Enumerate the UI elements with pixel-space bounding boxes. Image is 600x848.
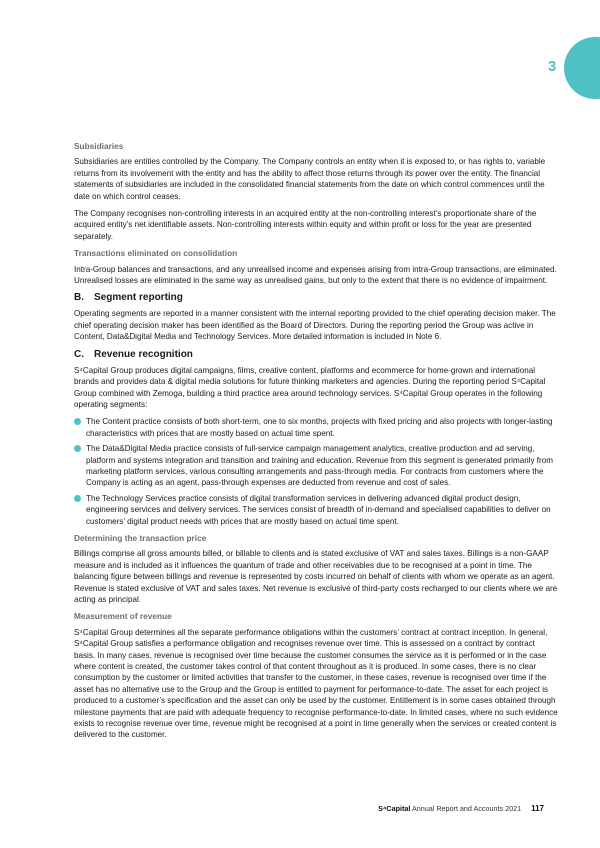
bullet-dot-icon: [74, 495, 81, 502]
segment-bullet-list: [74, 416, 558, 527]
paragraph: S⁴Capital Group determines all the separate performance obligations within the customers’ contract at contract inception. In general, S⁴Capital Group satisfies a performance obligation and recognises revenue over time. This is assessed on a contract by contract basis. In many cases, revenue is recognised over time because the customer consumes the service as it is performed or in the case where content is created, the customer takes control of that content throughout as it is produced. In some cases, there is no clear consumption by the customer or limited activities that transfer to the customer, in these cases, revenue is recognised over time if the asset has no alternative use to the Group and the Group is entitled to payment for performance-to-date. The asset for each project is produced to a customer’s specification and the asset can only be used by the customer. Entitlement is in some cases obtained through milestone payments that are paid with adequate frequency to recognise performance-to-date. In limited cases, where no such evidence exists to recognise revenue over time, revenue might be recognised at a point in time generally when the services or created content is delivered to the customer.: [74, 627, 558, 740]
heading-subsidiaries: Subsidiaries: [74, 141, 124, 151]
section-heading-segment-reporting: [74, 292, 558, 304]
page-footer: [360, 804, 544, 813]
section-letter: B.: [74, 292, 84, 304]
footer-text: Annual Report and Accounts 2021: [410, 804, 522, 813]
bullet-dot-icon: [74, 418, 81, 425]
list-item-text: The Content practice consists of both short-term, one to six months, projects with fixed pricing and also projects with longer-lasting characteristics with prices that are mostly based on actual time spent.: [86, 417, 553, 438]
section-heading-revenue-recognition: [74, 349, 558, 361]
paragraph: Subsidiaries are entities controlled by the Company. The Company controls an entity when it is exposed to, or has rights to, variable returns from its involvement with the entity and has the ability to affect those returns through its power over the entity. The financial statements of subsidiaries are included in the consolidated financial statements from the date on which control commences until the date on which control ceases.: [74, 157, 546, 201]
heading-measurement-of-revenue: Measurement of revenue: [74, 611, 172, 622]
heading-transaction-price: Determining the transaction price: [74, 532, 207, 543]
paragraph: Billings comprise all gross amounts billed, or billable to clients and is stated exclusive of VAT and sales taxes. Billings is a non-GAAP measure and is included as it influences the quantum of trade and other receivables due to be recognised at a point in time. The balancing figure between billings and revenue is represented by costs incurred on behalf of clients with whom we operate as an agent. Revenue is stated exclusive of VAT and sales taxes. Net revenue is exclusive of third-party costs recharged to our clients where we are acting as principal.: [74, 549, 558, 604]
section-number: 3: [547, 58, 557, 75]
section-title: Revenue recognition: [94, 348, 193, 360]
bullet-dot-icon: [74, 445, 81, 452]
paragraph: Intra-Group balances and transactions, and any unrealised income and expenses arising from intra-Group transactions, are eliminated. Unrealised losses are eliminated in the same way as unrealised gains, but only to the extent that there is no evidence of impairment.: [74, 264, 557, 286]
list-item: [74, 493, 558, 527]
paragraph: The Company recognises non-controlling interests in an acquired entity at the non-controlling interest’s proportionate share of the acquired entity’s net identifiable assets. Non-controlling interests within equity and within profit or loss for the year are presented separately.: [74, 209, 537, 241]
page-content: [74, 141, 558, 747]
paragraph: S⁴Capital Group produces digital campaigns, films, creative content, platforms and ecommerce for home-grown and international brands and provides data & digital media solutions for future thinking marketers and agencies. During the reporting period S⁴Capital Group combined with Zemoga, building a third practice area around technology services. S⁴Capital Group operates in the following operating segments:: [74, 365, 546, 409]
page-number: 117: [531, 804, 544, 813]
section-title: Segment reporting: [94, 292, 183, 304]
brand-logo: S⁴Capital: [378, 804, 411, 813]
section-tab-marker: [564, 37, 600, 99]
list-item: [74, 443, 558, 489]
list-item: [74, 416, 558, 439]
list-item-text: The Data&Digital Media practice consists of full-service campaign management analytics, creative production and ad serving, platform and systems integration and transition and training and education. Revenue from this segment is generated primarily from marketing platform services, various consulting arrangements and pass-through media. For contracts from customers where the Company is acting as an agent, pass-through expenses are deducted from revenue and cost of sales.: [86, 444, 553, 488]
section-letter: C.: [74, 348, 84, 360]
paragraph: Operating segments are reported in a manner consistent with the internal reporting provided to the chief operating decision maker. The chief operating decision maker has been identified as the Board of Directors. During the reporting period the Group was active in Content, Data&Digital Media and Technology Services. More detailed information is included in Note 6.: [74, 309, 556, 342]
heading-transactions-eliminated: Transactions eliminated on consolidation: [74, 248, 238, 259]
list-item-text: The Technology Services practice consists of digital transformation services in delivering advanced digital product design, engineering services and delivery services. The services consist of breadth of in-demand and specialised capabilities to deliver on customers’ digital product needs with prices that are mostly based on actual time spent.: [86, 493, 551, 526]
